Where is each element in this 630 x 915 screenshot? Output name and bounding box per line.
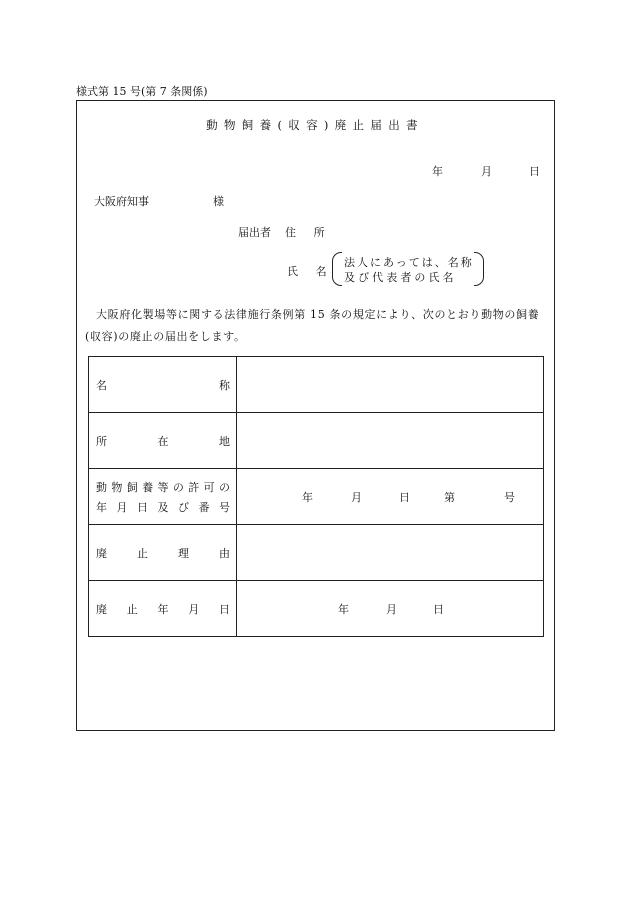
corporate-note [332,252,484,286]
label-char: 止 [137,546,148,560]
name-label: 氏名 [287,265,345,278]
table-row [89,469,544,525]
location-value-field[interactable] [237,413,544,469]
abolition-year-label: 年 [338,603,349,616]
label-cell [89,581,237,637]
date-day-label: 日 [529,165,540,178]
label-char: 物 [111,480,123,494]
label-char: 月 [188,602,200,616]
corporate-note-line2: 及び代表者の氏名 [344,271,457,284]
label-char: 地 [219,434,230,448]
row-label-permit [89,479,236,515]
row-label-location [89,433,236,449]
label-char: 年 [96,500,107,514]
table-row [89,581,544,637]
label-char: 在 [157,434,169,448]
label-cell [89,469,237,525]
abolition-date-field[interactable] [237,581,544,637]
permit-number-prefix: 第 [444,491,455,504]
form-number: 様式第 15 号(第 7 条関係) [76,85,208,98]
label-char: 番 [198,500,210,514]
label-cell [89,357,237,413]
permit-date-number [237,469,543,524]
abolition-date [237,581,543,636]
row-label-abolition-date [89,601,236,617]
permit-year-label: 年 [302,491,313,504]
label-char: 名 [96,378,107,392]
permit-value-field[interactable] [237,469,544,525]
label-cell [89,413,237,469]
label-char: の [219,480,230,494]
label-char: 等 [157,480,169,494]
detail-table [88,356,544,637]
label-char: 可 [203,480,215,494]
body-text: 大阪府化製場等に関する法律施行条例第 15 条の規定により、次のとおり動物の飼養(収容)の廃止の届出をします。 [85,308,540,343]
corporate-note-line1: 法人にあっては、名称 [344,256,474,269]
left-paren [332,252,342,286]
label-char: 飼 [126,480,138,494]
table-row [89,413,544,469]
form-title: 動物飼養(収容)廃止届出書 [206,118,424,132]
label-char: 月 [116,500,128,514]
date-year-label: 年 [432,165,443,178]
permit-label-line2 [96,499,230,515]
label-char: 止 [126,602,138,616]
applicant-label: 届出者 [238,226,271,239]
reason-value-field[interactable] [237,525,544,581]
table-row [89,525,544,581]
addressee: 大阪府知事 [94,195,149,208]
date-month-label: 月 [481,165,492,178]
permit-month-label: 月 [351,491,362,504]
row-label-reason [89,545,236,561]
abolition-month-label: 月 [386,603,397,616]
honorific: 様 [213,195,224,208]
label-char: 年 [157,602,169,616]
label-char: 所 [96,434,107,448]
permit-day-label: 日 [399,491,410,504]
label-char: 廃 [96,546,107,560]
label-char: の [172,480,184,494]
right-paren [474,252,484,286]
abolition-day-label: 日 [433,603,444,616]
label-char: 日 [219,602,230,616]
label-char: 許 [188,480,200,494]
permit-number-suffix: 号 [504,491,515,504]
label-cell [89,525,237,581]
label-char: 称 [219,378,230,392]
label-char: 理 [178,546,189,560]
name-value-field[interactable] [237,357,544,413]
permit-label-line1 [96,479,230,495]
label-char: 養 [142,480,154,494]
row-label-name [89,377,236,393]
label-char: 廃 [96,602,107,616]
label-char: 号 [219,500,230,514]
label-char: 及 [157,500,169,514]
table-row [89,357,544,413]
label-char: 由 [219,546,230,560]
address-label: 住所 [285,226,343,239]
label-char: 動 [96,480,107,494]
label-char: 日 [137,500,148,514]
label-char: び [178,500,189,514]
